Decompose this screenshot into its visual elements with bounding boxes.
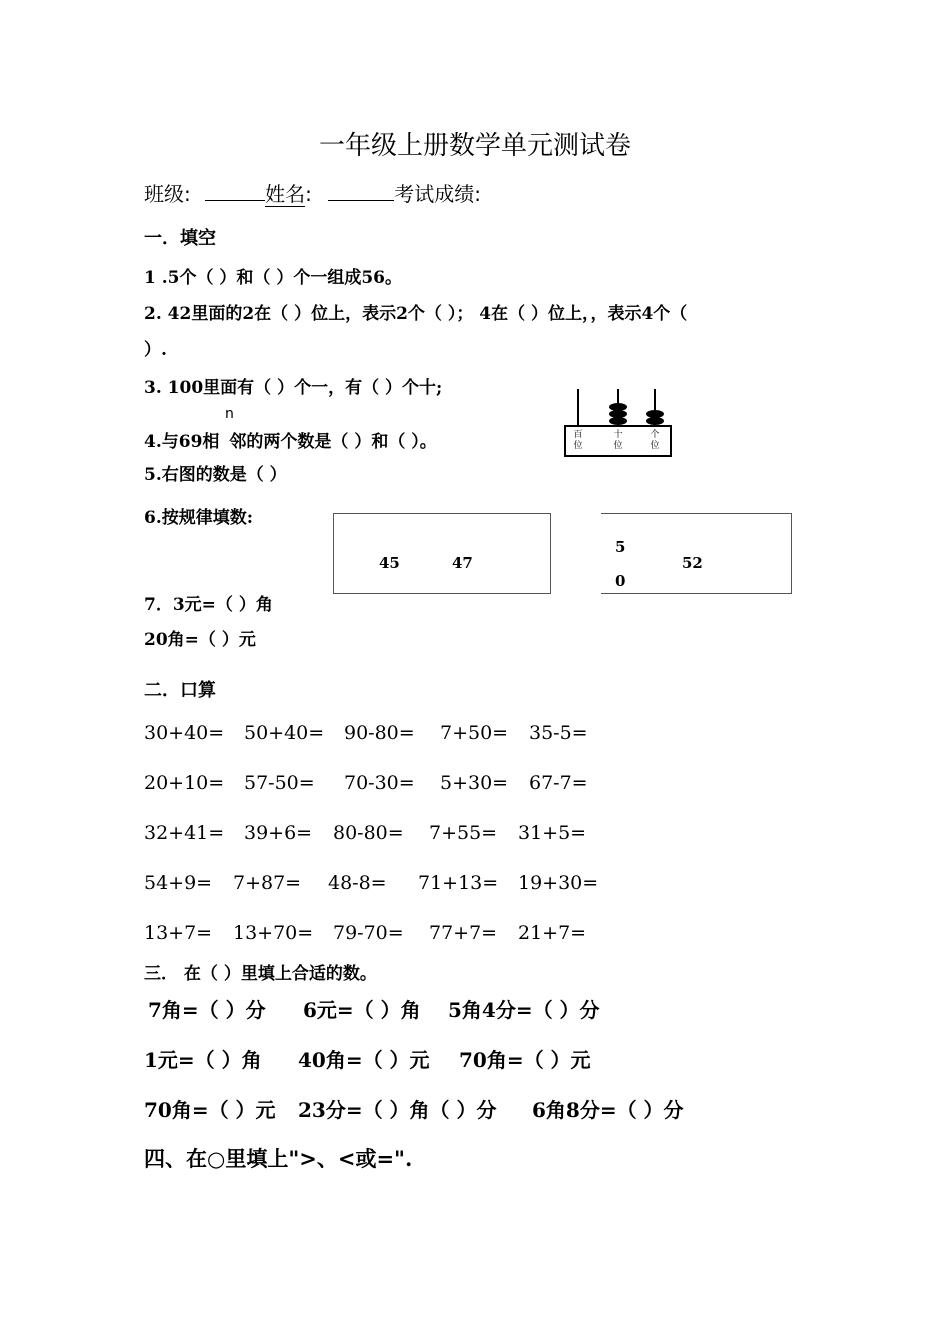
class-label: 班级:	[144, 182, 191, 206]
calc-item: 32+41=	[144, 822, 225, 844]
calc-item: 31+5=	[518, 822, 587, 844]
page-title: 一年级上册数学单元测试卷	[318, 131, 631, 161]
calc-item: 13+70=	[233, 922, 314, 944]
abacus-label-ones-1: 个	[650, 430, 660, 440]
sequence-box-2-value-a-bottom: 0	[615, 572, 626, 590]
section3-heading: 三． 在（ ）里填上合适的数。	[144, 964, 377, 984]
abacus-bead-tens	[609, 403, 627, 411]
calc-item: 21+7=	[518, 922, 587, 944]
question-7b: 20角=（ ）元	[144, 630, 256, 650]
calc-item: 80-80=	[333, 822, 404, 844]
sequence-box-2-value-b: 52	[682, 554, 703, 572]
calc-item: 35-5=	[529, 722, 588, 744]
abacus-label-hundreds-1: 百	[573, 430, 583, 440]
calc-item: 57-50=	[244, 772, 315, 794]
calc-item: 67-7=	[529, 772, 588, 794]
calc-item: 19+30=	[518, 872, 599, 894]
section2-heading: 二．口算	[144, 680, 216, 701]
abacus-label-tens-2: 位	[613, 441, 623, 451]
calc-item: 77+7=	[429, 922, 498, 944]
conversion-item: 6角8分=（ ）分	[532, 1098, 684, 1122]
conversion-item: 70角=（ ）元	[144, 1098, 276, 1122]
abacus-figure	[560, 383, 675, 459]
calc-item: 90-80=	[344, 722, 415, 744]
calc-item: 70-30=	[344, 772, 415, 794]
abacus-label-tens-1: 十	[613, 430, 623, 440]
abacus-bead-tens	[609, 410, 627, 418]
sequence-box-1-value-a: 45	[379, 554, 400, 572]
section4-heading: 四、在○里填上">、<或=".	[144, 1146, 413, 1171]
abacus-label-hundreds-2: 位	[573, 441, 583, 451]
question-7a: 7．3元=（ ）角	[144, 595, 273, 615]
abacus-bead-tens	[609, 417, 627, 425]
name-label: 姓名	[265, 182, 306, 206]
calc-item: 7+50=	[440, 722, 509, 744]
question-1: 1 .5个（ ）和（ ）个一组成56。	[144, 268, 402, 288]
abacus-bead-ones	[646, 410, 664, 418]
score-label: 考试成绩:	[394, 182, 481, 206]
calc-item: 54+9=	[144, 872, 213, 894]
conversion-item: 6元=（ ）角	[303, 998, 421, 1022]
conversion-item: 1元=（ ）角	[144, 1048, 262, 1072]
calc-item: 79-70=	[333, 922, 404, 944]
question-2-line1: 2. 42里面的2在（ ）位上，表示2个（ ）； 4在（ ）位上，，表示4个（	[144, 304, 688, 324]
calc-item: 13+7=	[144, 922, 213, 944]
calc-item: 5+30=	[440, 772, 509, 794]
question-4-part-a: 4.与69相	[144, 432, 220, 452]
question-4-part-b: 邻的两个数是（ ）和（ ）。	[229, 432, 437, 452]
calc-item: 20+10=	[144, 772, 225, 794]
sequence-box-2	[601, 513, 792, 594]
calc-item: 7+87=	[233, 872, 302, 894]
question-6: 6.按规律填数:	[144, 508, 254, 528]
calc-item: 48-8=	[328, 872, 387, 894]
question-5: 5.右图的数是（ ）	[144, 465, 287, 485]
question-4-superscript: n	[225, 406, 234, 422]
sequence-box-2-value-a-top: 5	[615, 538, 626, 556]
question-3: 3. 100里面有（ ）个一，有（ ）个十;	[144, 378, 443, 398]
question-4	[144, 427, 437, 452]
question-2-line2: ）.	[144, 340, 167, 360]
class-blank[interactable]	[205, 180, 265, 201]
calc-item: 39+6=	[244, 822, 313, 844]
calc-item: 7+55=	[429, 822, 498, 844]
section1-heading: 一．填空	[144, 228, 216, 249]
conversion-item: 5角4分=（ ）分	[448, 998, 600, 1022]
name-blank[interactable]	[328, 180, 394, 201]
abacus-label-ones-2: 位	[650, 441, 660, 451]
abacus-bead-ones	[646, 417, 664, 425]
calc-item: 30+40=	[144, 722, 225, 744]
conversion-item: 7角=（ ）分	[148, 998, 266, 1022]
calc-item: 71+13=	[418, 872, 499, 894]
conversion-item: 23分=（ ）角（ ）分	[298, 1098, 497, 1122]
conversion-item: 40角=（ ）元	[298, 1048, 430, 1072]
sequence-box-1	[333, 513, 551, 594]
calc-item: 50+40=	[244, 722, 325, 744]
conversion-item: 70角=（ ）元	[459, 1048, 591, 1072]
info-line	[144, 178, 481, 207]
name-colon: :	[305, 182, 312, 206]
sequence-box-1-value-b: 47	[452, 554, 473, 572]
